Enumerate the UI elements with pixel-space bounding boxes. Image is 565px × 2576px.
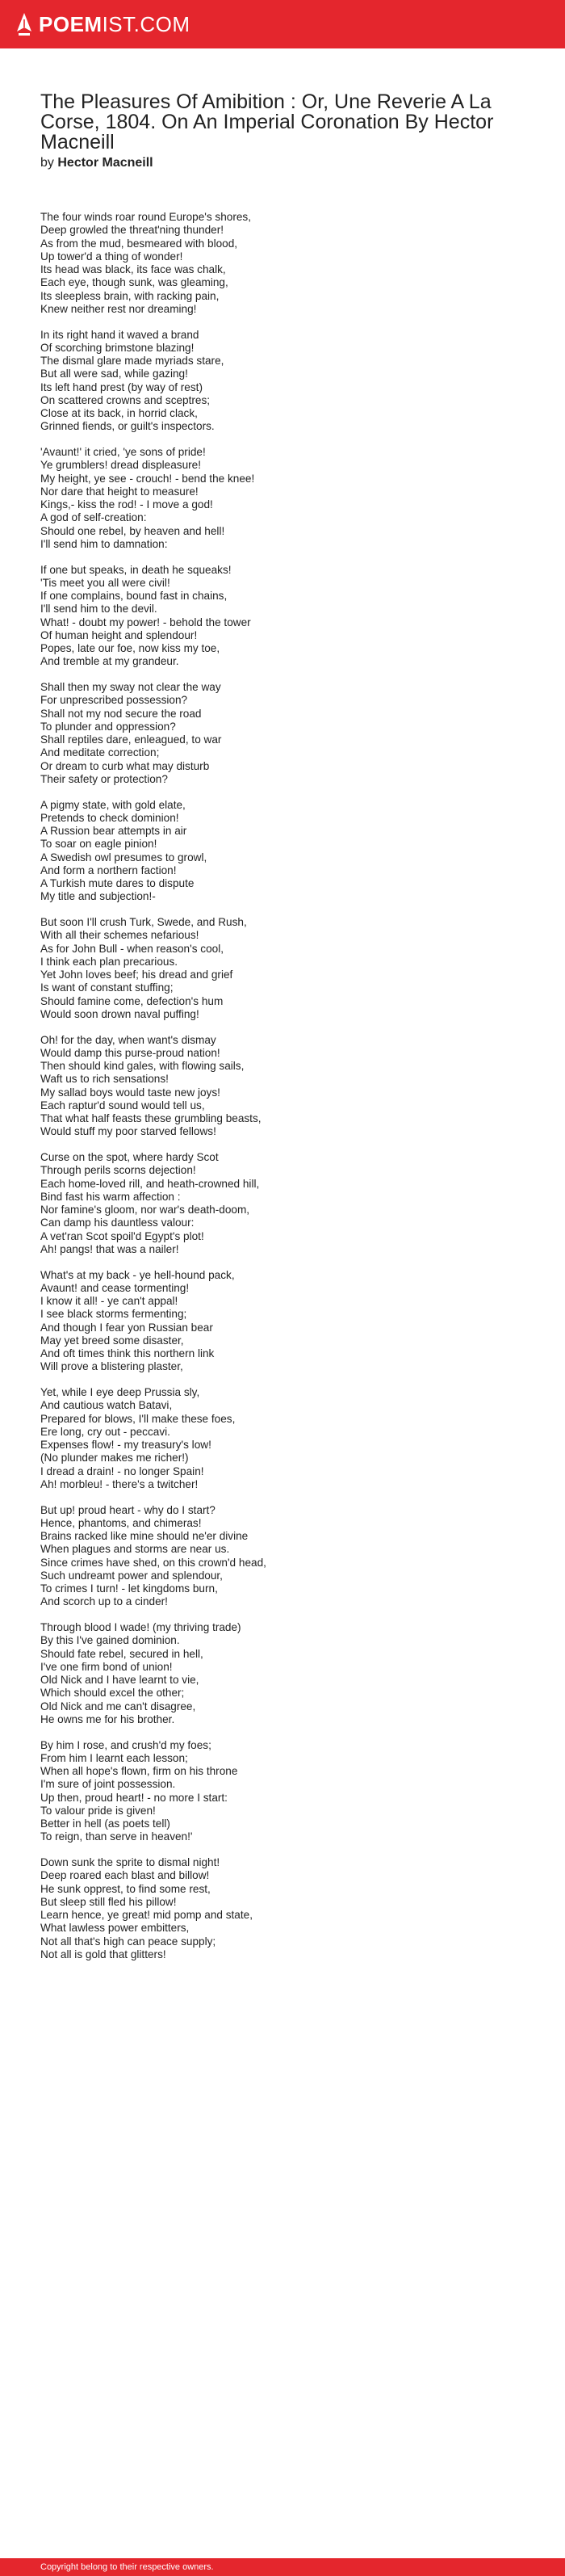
poem-line: On scattered crowns and sceptres; (40, 393, 211, 406)
poem-line: Will prove a blistering plaster, (40, 1360, 183, 1373)
poem-line: But soon I'll crush Turk, Swede, and Rush, (40, 916, 247, 928)
poem-line: To crimes I turn! - let kingdoms burn, (40, 1582, 218, 1595)
poem-line: Through perils scorns dejection! (40, 1164, 196, 1177)
poem-line: Ah! pangs! that was a nailer! (40, 1242, 179, 1255)
poem-stanza (40, 916, 533, 1021)
poem-line: Its left hand prest (by way of rest) (40, 380, 203, 393)
poem-line: What's at my back - ye hell-hound pack, (40, 1268, 235, 1281)
poem-line: That what half feasts these grumbling beasts, (40, 1112, 262, 1124)
poem-line: Each home-loved rill, and heath-crowned hill, (40, 1177, 260, 1190)
poem-line: My sallad boys would taste new joys! (40, 1086, 220, 1099)
poem-line: I know it all! - ye can't appal! (40, 1295, 178, 1307)
quill-logo-icon (16, 12, 32, 36)
poem-line: Not all that's high can peace supply; (40, 1935, 216, 1948)
poem-line: My title and subjection!- (40, 890, 156, 903)
poem-line: And cautious watch Batavi, (40, 1399, 173, 1412)
poem-line: I see black storms fermenting; (40, 1308, 187, 1321)
poem-line: And meditate correction; (40, 746, 160, 759)
poem-stanza (40, 1739, 533, 1844)
poem-line: Its head was black, its face was chalk, (40, 263, 226, 275)
poem-line: If one complains, bound fast in chains, (40, 590, 228, 602)
poem-line: And form a northern faction! (40, 864, 177, 876)
poem-line: When all hope's flown, firm on his throne (40, 1765, 238, 1777)
poem-line: I'll send him to the devil. (40, 603, 157, 616)
poem-line: To soar on eagle pinion! (40, 838, 157, 851)
poem-line: Its sleepless brain, with racking pain, (40, 289, 220, 302)
poem-line: Avaunt! and cease tormenting! (40, 1281, 190, 1294)
poem-stanza (40, 1621, 533, 1726)
poem-line: With all their schemes nefarious! (40, 929, 199, 942)
poem-stanza (40, 681, 533, 786)
poem-line: If one but speaks, in death he squeaks! (40, 563, 232, 576)
site-footer (0, 2558, 565, 2576)
poem-line: My height, ye see - crouch! - bend the knee! (40, 472, 255, 485)
poem-line: Nor dare that height to measure! (40, 485, 199, 498)
poem-line: Since crimes have shed, on this crown'd head, (40, 1556, 266, 1569)
poem-line: And oft times think this northern link (40, 1347, 215, 1359)
poem-line: Which should excel the other; (40, 1687, 185, 1700)
poem-line: What lawless power embitters, (40, 1922, 190, 1935)
poem-line: Knew neither rest nor dreaming! (40, 302, 197, 315)
poem-line: Learn hence, ye great! mid pomp and state, (40, 1909, 253, 1921)
poem-line: Then should kind gales, with flowing sails, (40, 1060, 245, 1072)
poem-line: Would soon drown naval puffing! (40, 1007, 199, 1020)
poem-line: For unprescribed possession? (40, 694, 188, 707)
poem-line: Yet, while I eye deep Prussia sly, (40, 1386, 200, 1398)
site-logo-link[interactable] (16, 11, 190, 37)
poem-line: I've one firm bond of union! (40, 1660, 173, 1673)
poem-line: Shall reptiles dare, enleagued, to war (40, 733, 222, 746)
poem-content (40, 92, 533, 1974)
poem-line: Shall then my sway not clear the way (40, 681, 221, 693)
poem-line: I'll send him to damnation: (40, 537, 168, 550)
poem-stanza (40, 799, 533, 904)
poem-line: Old Nick and I have learnt to vie, (40, 1674, 199, 1686)
poem-line: When plagues and storms are near us. (40, 1543, 230, 1556)
poem-line: Bind fast his warm affection : (40, 1190, 181, 1203)
poem-line: Of scorching brimstone blazing! (40, 341, 195, 354)
poem-line: Up tower'd a thing of wonder! (40, 250, 183, 263)
poem-stanza (40, 1269, 533, 1374)
poem-line: Oh! for the day, when want's dismay (40, 1033, 216, 1046)
poem-line: Waft us to rich sensations! (40, 1073, 169, 1086)
poem-line: I'm sure of joint possession. (40, 1778, 176, 1791)
poem-line: Yet John loves beef; his dread and grief (40, 969, 233, 981)
poem-line: Nor famine's gloom, nor war's death-doom, (40, 1204, 250, 1216)
poem-line: And though I fear yon Russian bear (40, 1321, 213, 1334)
poem-line: May yet breed some disaster, (40, 1334, 184, 1347)
poem-line: Such undreamt power and splendour, (40, 1569, 223, 1582)
poem-line: A pigmy state, with gold elate, (40, 798, 186, 811)
poem-line: Not all is gold that glitters! (40, 1948, 166, 1960)
poem-line: Should fate rebel, secured in hell, (40, 1647, 203, 1660)
poem-line: A god of self-creation: (40, 511, 147, 524)
copyright-text: Copyright belong to their respective owners. (40, 2562, 214, 2572)
poem-line: To plunder and oppression? (40, 720, 176, 733)
poem-line: I think each plan precarious. (40, 955, 178, 968)
logo-rest-part: IST.COM (102, 12, 190, 36)
poem-line: Better in hell (as poets tell) (40, 1817, 170, 1830)
poem-line: Ere long, cry out - peccavi. (40, 1425, 170, 1438)
poem-line: Deep roared each blast and billow! (40, 1869, 210, 1882)
poem-line: Kings,- kiss the rod! - I move a god! (40, 498, 213, 511)
poem-line: Of human height and splendour! (40, 628, 198, 641)
poem-line: Expenses flow! - my treasury's low! (40, 1439, 211, 1451)
poem-line: To valour pride is given! (40, 1804, 156, 1817)
poem-line: But sleep still fled his pillow! (40, 1895, 177, 1908)
poem-line: Is want of constant stuffing; (40, 981, 174, 994)
poem-line: A Russion bear attempts in air (40, 825, 187, 837)
poem-line: A Turkish mute dares to dispute (40, 877, 195, 889)
poem-line: By him I rose, and crush'd my foes; (40, 1738, 211, 1751)
poem-line: Can damp his dauntless valour: (40, 1217, 195, 1229)
poem-line: He sunk opprest, to find some rest, (40, 1882, 211, 1895)
poem-stanza (40, 329, 533, 434)
poem-line: From him I learnt each lesson; (40, 1751, 188, 1764)
poem-line: Would stuff my poor starved fellows! (40, 1125, 216, 1138)
poem-line: Close at its back, in horrid clack, (40, 407, 198, 419)
poem-line: Each eye, though sunk, was gleaming, (40, 276, 228, 289)
poem-body (40, 211, 533, 1961)
logo-bold-part: POEM (39, 12, 103, 36)
poem-line: 'Tis meet you all were civil! (40, 576, 170, 589)
poem-line: Ah! morbleu! - there's a twitcher! (40, 1477, 199, 1490)
poem-line: Deep growled the threat'ning thunder! (40, 224, 224, 237)
poem-stanza (40, 1034, 533, 1139)
poem-line: Should one rebel, by heaven and hell! (40, 524, 225, 537)
poem-line: Curse on the spot, where hardy Scot (40, 1151, 219, 1163)
poem-line: But all were sad, while gazing! (40, 368, 188, 380)
author-link[interactable]: Hector Macneill (57, 156, 153, 170)
poem-stanza (40, 1151, 533, 1256)
poem-line: Hence, phantoms, and chimeras! (40, 1516, 202, 1529)
poem-line: Old Nick and me can't disagree, (40, 1700, 196, 1712)
poem-line: I dread a drain! - no longer Spain! (40, 1464, 204, 1477)
poem-line: Pretends to check dominion! (40, 811, 179, 824)
poem-line: And tremble at my grandeur. (40, 655, 179, 668)
poem-line: Should famine come, defection's hum (40, 994, 224, 1007)
poem-line: But up! proud heart - why do I start? (40, 1503, 216, 1516)
poem-stanza (40, 1504, 533, 1609)
poem-line: Shall not my nod secure the road (40, 707, 202, 720)
poem-line: Or dream to curb what may disturb (40, 759, 210, 772)
poem-line: Up then, proud heart! - no more I start: (40, 1791, 228, 1804)
site-logo-text (39, 11, 190, 37)
poem-line: What! - doubt my power! - behold the tower (40, 616, 251, 628)
poem-line: Brains racked like mine should ne'er divine (40, 1530, 249, 1542)
poem-stanza (40, 211, 533, 316)
poem-line: Through blood I wade! (my thriving trade) (40, 1621, 241, 1633)
byline (40, 156, 533, 170)
poem-stanza (40, 564, 533, 669)
poem-line: He owns me for his brother. (40, 1712, 175, 1725)
poem-line: By this I've gained dominion. (40, 1634, 180, 1647)
poem-line: The four winds roar round Europe's shores, (40, 211, 252, 223)
poem-line: (No plunder makes me richer!) (40, 1452, 189, 1464)
poem-line: Popes, late our foe, now kiss my toe, (40, 642, 220, 654)
poem-line: Ye grumblers! dread displeasure! (40, 459, 201, 472)
poem-line: Down sunk the sprite to dismal night! (40, 1856, 220, 1868)
poem-stanza (40, 1856, 533, 1961)
poem-line: 'Avaunt!' it cried, 'ye sons of pride! (40, 446, 206, 458)
poem-line: A Swedish owl presumes to growl, (40, 851, 207, 864)
poem-line: And scorch up to a cinder! (40, 1595, 168, 1608)
poem-line: Grinned fiends, or guilt's inspectors. (40, 420, 215, 433)
poem-line: The dismal glare made myriads stare, (40, 355, 224, 367)
poem-stanza (40, 1386, 533, 1491)
poem-line: To reign, than serve in heaven!' (40, 1830, 193, 1843)
poem-line: Each raptur'd sound would tell us, (40, 1099, 205, 1112)
poem-line: As from the mud, besmeared with blood, (40, 237, 238, 250)
poem-title: The Pleasures Of Amibition : Or, Une Reverie A La Corse, 1804. On An Imperial Coronation By Hector Macneill (40, 90, 494, 153)
poem-line: As for John Bull - when reason's cool, (40, 942, 224, 955)
poem-line: Their safety or protection? (40, 772, 168, 785)
poem-line: A vet'ran Scot spoil'd Egypt's plot! (40, 1229, 204, 1242)
poem-line: Would damp this purse-proud nation! (40, 1046, 220, 1059)
byline-prefix: by (40, 156, 54, 170)
poem-line: Prepared for blows, I'll make these foes, (40, 1412, 236, 1425)
poem-line: In its right hand it waved a brand (40, 328, 199, 341)
site-header (0, 0, 565, 48)
poem-stanza (40, 446, 533, 551)
